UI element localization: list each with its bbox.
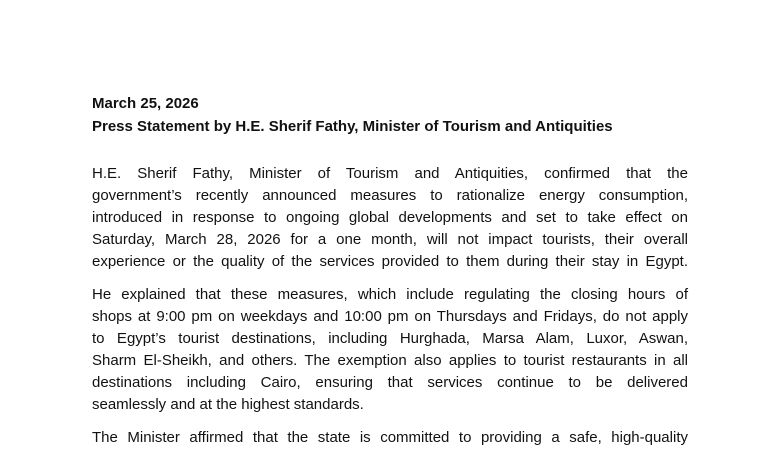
paragraph-line: government’s recently announced measures to rationalize energy consumption,: [92, 187, 688, 204]
paragraph-line: introduced in response to ongoing global developments and set to take effect on: [92, 209, 688, 226]
paragraph-line: Sharm El-Sheikh, and others. The exemption also applies to tourist restaurants in all: [92, 352, 688, 369]
paragraph-line: experience or the quality of the services provided to them during their stay in Egypt.: [92, 253, 688, 270]
paragraph-line: shops at 9:00 pm on weekdays and 10:00 pm on Thursdays and Fridays, do not apply: [92, 308, 688, 325]
paragraph-line: seamlessly and at the highest standards.: [92, 396, 364, 413]
paragraph-3: [92, 427, 688, 449]
paragraph-line: He explained that these measures, which include regulating the closing hours of: [92, 286, 688, 303]
paragraph-line: Saturday, March 28, 2026 for a one month, will not impact tourists, their overall: [92, 231, 688, 248]
paragraph-1: [92, 163, 688, 273]
paragraph-line: H.E. Sherif Fathy, Minister of Tourism and Antiquities, confirmed that the: [92, 165, 688, 182]
paragraph-2: [92, 284, 688, 416]
press-statement: [92, 93, 688, 460]
statement-headline: Press Statement by H.E. Sherif Fathy, Minister of Tourism and Antiquities: [92, 118, 613, 135]
paragraph-line: The Minister affirmed that the state is committed to providing a safe, high-quality: [92, 429, 688, 446]
paragraph-line: to Egypt’s tourist destinations, including Hurghada, Marsa Alam, Luxor, Aswan,: [92, 330, 688, 347]
paragraph-line: destinations including Cairo, ensuring that services continue to be delivered: [92, 374, 688, 391]
statement-date: March 25, 2026: [92, 95, 199, 112]
